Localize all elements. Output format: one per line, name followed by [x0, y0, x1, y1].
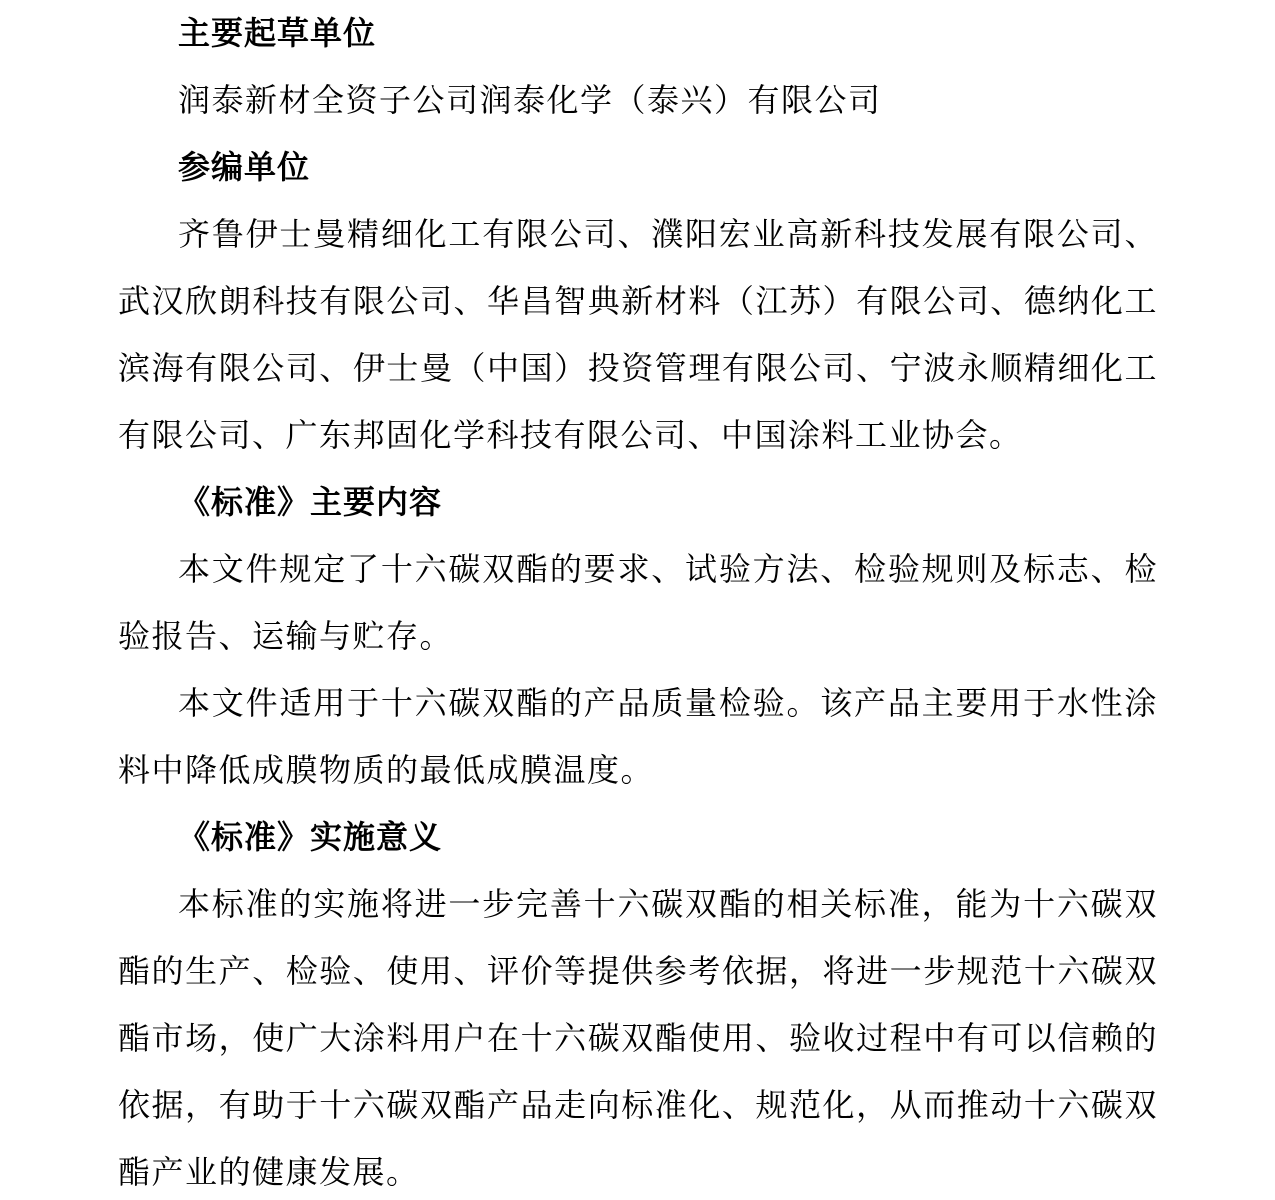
- standard-content-line-1: 本文件规定了十六碳双酯的要求、试验方法、检验规则及标志、检: [178, 551, 1158, 587]
- standard-content-line-2: 验报告、运输与贮存。: [118, 618, 454, 654]
- implementation-significance-line-1: 本标准的实施将进一步完善十六碳双酯的相关标准，能为十六碳双: [178, 886, 1158, 922]
- standard-content-line-3: 本文件适用于十六碳双酯的产品质量检验。该产品主要用于水性涂: [178, 685, 1158, 721]
- main-drafting-unit-name: 润泰新材全资子公司润泰化学（泰兴）有限公司: [178, 82, 882, 118]
- heading-participating-units: 参编单位: [178, 149, 311, 185]
- implementation-significance-line-4: 依据，有助于十六碳双酯产品走向标准化、规范化，从而推动十六碳双: [118, 1087, 1158, 1123]
- heading-standard-main-content: 《标准》主要内容: [178, 484, 443, 520]
- standard-content-line-4: 料中降低成膜物质的最低成膜温度。: [118, 752, 655, 788]
- implementation-significance-line-2: 酯的生产、检验、使用、评价等提供参考依据，将进一步规范十六碳双: [118, 953, 1158, 989]
- implementation-significance-line-3: 酯市场，使广大涂料用户在十六碳双酯使用、验收过程中有可以信赖的: [118, 1020, 1158, 1056]
- heading-main-drafting-unit: 主要起草单位: [178, 15, 377, 51]
- heading-standard-implementation-significance: 《标准》实施意义: [178, 819, 443, 855]
- document-text-block: [118, 0, 1158, 1200]
- implementation-significance-line-5: 酯产业的健康发展。: [118, 1154, 420, 1190]
- participating-units-line-2: 武汉欣朗科技有限公司、华昌智典新材料（江苏）有限公司、德纳化工: [118, 283, 1158, 319]
- participating-units-line-3: 滨海有限公司、伊士曼（中国）投资管理有限公司、宁波永顺精细化工: [118, 350, 1158, 386]
- participating-units-line-1: 齐鲁伊士曼精细化工有限公司、濮阳宏业高新科技发展有限公司、: [178, 216, 1158, 252]
- participating-units-line-4: 有限公司、广东邦固化学科技有限公司、中国涂料工业协会。: [118, 417, 1023, 453]
